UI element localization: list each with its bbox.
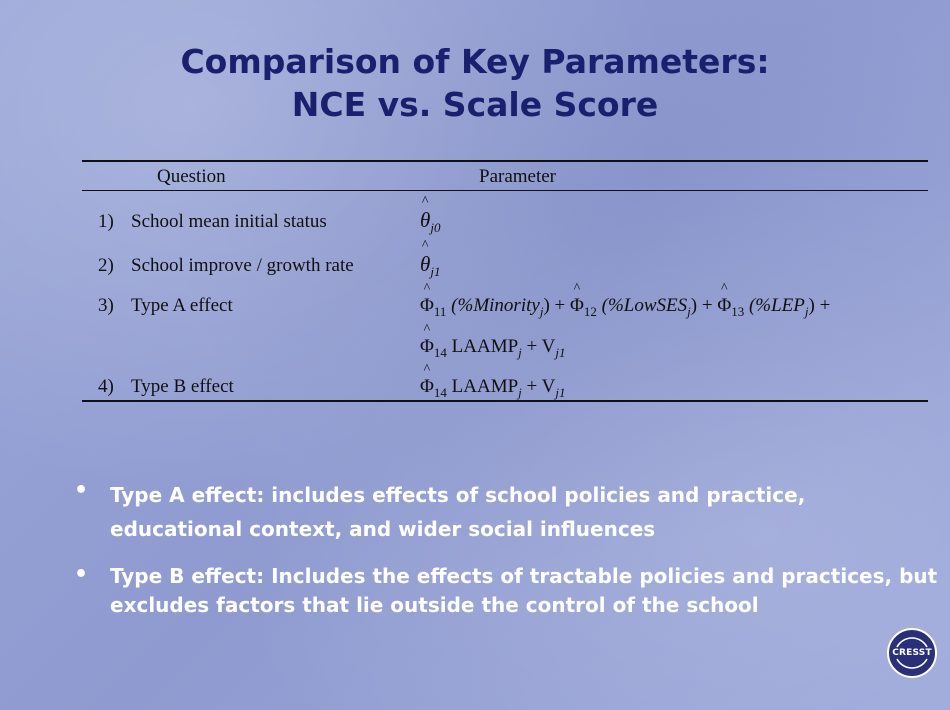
close-paren: ) — [690, 295, 698, 316]
row-number: 3) — [98, 295, 114, 316]
row-number: 2) — [98, 255, 114, 276]
j-subscript: j — [539, 304, 544, 319]
bullet-text: Type B effect: Includes the effects of tractable policies and practices, but excludes factors that lie outside the control of the school — [110, 564, 938, 617]
j-subscript: j — [687, 304, 691, 319]
phi-subscript: 12 — [583, 304, 597, 319]
bullet-icon: • — [74, 562, 89, 587]
plus-sign: + — [526, 376, 538, 397]
title-line-1: Comparison of Key Parameters: — [180, 42, 770, 81]
term-v: V — [541, 376, 556, 397]
row-number: 1) — [98, 211, 114, 232]
column-header-parameter: Parameter — [479, 166, 557, 187]
row-question-text: Type A effect — [131, 295, 233, 316]
table-top-rule — [82, 160, 928, 162]
phi-hat-symbol: ^ Φ — [570, 295, 584, 317]
j-subscript: j — [518, 345, 522, 360]
phi-subscript: 11 — [433, 304, 447, 319]
phi-subscript: 13 — [731, 304, 745, 319]
bullet-text: Type A effect: includes effects of school policies and practice, educational context, and wider social influences — [110, 483, 806, 541]
term-lep: (%LEP — [748, 295, 805, 316]
term-laamp: LAAMP — [451, 376, 519, 397]
param-type-a-line-2 — [420, 336, 566, 361]
plus-sign: + — [526, 336, 538, 357]
term-v: V — [541, 336, 556, 357]
plus-sign: + — [701, 295, 713, 316]
parameters-table — [82, 160, 928, 403]
bullet-list — [74, 478, 944, 636]
phi-hat-symbol: ^ Φ — [420, 376, 434, 398]
title-line-2: NCE vs. Scale Score — [291, 85, 659, 124]
row-question-text: School mean initial status — [131, 211, 327, 232]
theta-hat-symbol: ^ θ — [420, 208, 430, 233]
bullet-icon: • — [74, 478, 89, 503]
phi-hat-symbol: ^ Φ — [420, 336, 434, 358]
logo-text: CRESST — [892, 648, 932, 658]
theta-subscript: j1 — [430, 264, 441, 279]
cresst-logo — [887, 628, 937, 678]
table-header-rule — [82, 190, 928, 191]
term-minority: (%Minority — [451, 295, 540, 316]
phi-subscript: 14 — [433, 345, 447, 360]
v-subscript: j1 — [555, 345, 566, 360]
v-subscript: j1 — [555, 385, 566, 400]
close-paren: ) — [543, 295, 550, 316]
slide-title — [0, 40, 950, 126]
row-question-text: Type B effect — [131, 376, 234, 397]
phi-subscript: 14 — [433, 385, 447, 400]
phi-hat-symbol: ^ Φ — [420, 295, 434, 317]
bullet-item-type-a — [74, 478, 944, 546]
term-laamp: LAAMP — [451, 336, 519, 357]
table-row-question — [98, 295, 233, 317]
param-theta-j1 — [420, 252, 440, 280]
theta-subscript: j0 — [430, 220, 441, 235]
column-header-question: Question — [157, 166, 226, 187]
plus-sign: + — [819, 295, 831, 316]
row-question-text: School improve / growth rate — [131, 255, 354, 276]
param-type-b — [420, 376, 566, 401]
j-subscript: j — [518, 385, 522, 400]
plus-sign: + — [554, 295, 566, 316]
close-paren: ) — [808, 295, 815, 316]
row-number: 4) — [98, 376, 114, 397]
term-lowses: (%LowSES — [601, 295, 688, 316]
param-type-a-line-1 — [420, 295, 830, 320]
bullet-item-type-b — [74, 562, 944, 620]
theta-hat-symbol: ^ θ — [420, 252, 430, 277]
table-row-question — [98, 376, 234, 398]
table-row-question — [98, 211, 327, 233]
phi-hat-symbol: ^ Φ — [717, 295, 731, 317]
j-subscript: j — [804, 304, 809, 319]
table-row-question — [98, 255, 354, 277]
param-theta-j0 — [420, 208, 440, 236]
